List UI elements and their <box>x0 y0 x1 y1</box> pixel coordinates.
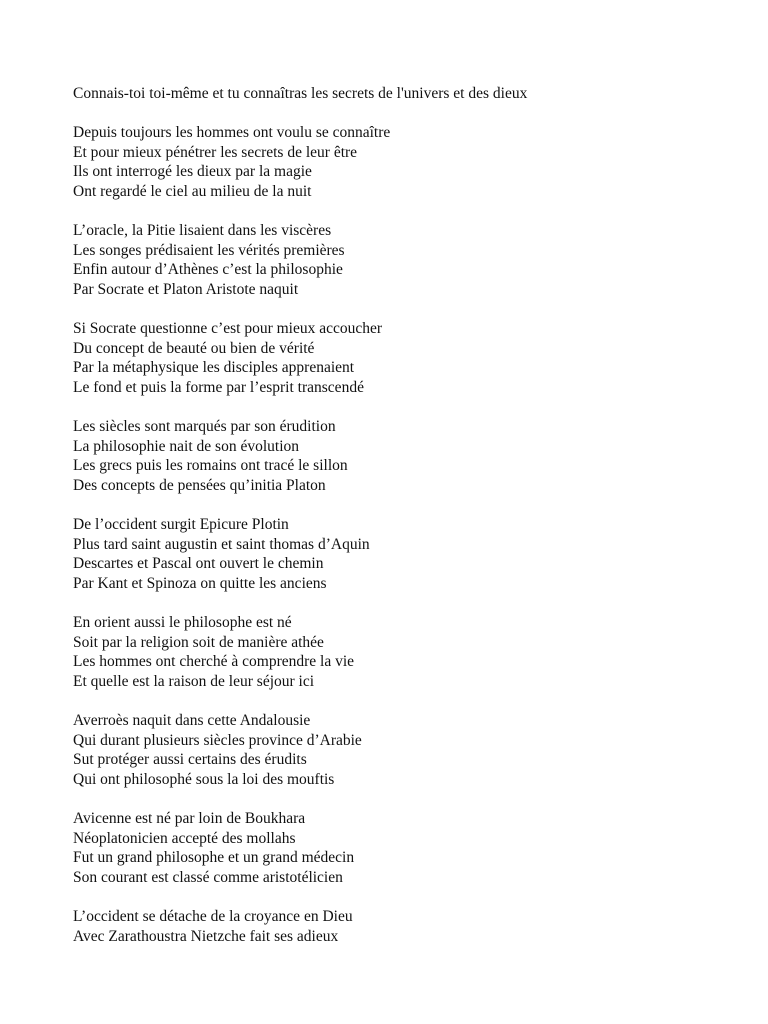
poem-line: Néoplatonicien accepté des mollahs <box>73 829 296 847</box>
poem-line: Et quelle est la raison de leur séjour ici <box>73 672 315 690</box>
poem-line: De l’occident surgit Epicure Plotin <box>73 516 289 534</box>
poem-line: Ils ont interrogé les dieux par la magie <box>73 163 312 181</box>
poem-line: Les hommes ont cherché à comprendre la vie <box>73 653 355 671</box>
poem-line: Par Socrate et Platon Aristote naquit <box>73 280 299 298</box>
poem-line: Plus tard saint augustin et saint thomas d’Aquin <box>73 535 370 553</box>
poem-line: Ont regardé le ciel au milieu de la nuit <box>73 182 312 200</box>
stanza <box>73 809 728 887</box>
stanza <box>73 123 728 201</box>
poem-line: Le fond et puis la forme par l’esprit transcendé <box>73 378 364 396</box>
poem-title: Connais-toi toi-même et tu connaîtras les secrets de l'univers et des dieux <box>73 85 528 102</box>
poem-line: Si Socrate questionne c’est pour mieux accoucher <box>73 320 383 338</box>
stanza <box>73 319 728 397</box>
poem-line: Soit par la religion soit de manière athée <box>73 633 324 651</box>
poem-line: Avec Zarathoustra Nietzche fait ses adieux <box>73 927 339 945</box>
poem-line: Les songes prédisaient les vérités premières <box>73 241 345 259</box>
stanza <box>73 417 728 495</box>
poem-line: Enfin autour d’Athènes c’est la philosophie <box>73 261 343 279</box>
poem-line: Des concepts de pensées qu’initia Platon <box>73 476 326 494</box>
poem-line: Avicenne est né par loin de Boukhara <box>73 809 306 827</box>
poem-body <box>73 123 728 946</box>
poem-line: La philosophie nait de son évolution <box>73 437 300 455</box>
poem-line: Par Kant et Spinoza on quitte les anciens <box>73 574 327 592</box>
poem-line: Descartes et Pascal ont ouvert le chemin <box>73 555 324 573</box>
stanza <box>73 515 728 593</box>
poem-line: En orient aussi le philosophe est né <box>73 614 292 632</box>
stanza <box>73 711 728 789</box>
poem-line: L’oracle, la Pitie lisaient dans les viscères <box>73 222 332 240</box>
poem-line: L’occident se détache de la croyance en Dieu <box>73 907 353 925</box>
poem-line: Et pour mieux pénétrer les secrets de leur être <box>73 143 358 161</box>
poem-line: Les grecs puis les romains ont tracé le sillon <box>73 457 348 475</box>
poem-line: Qui ont philosophé sous la loi des mouftis <box>73 770 335 788</box>
poem-line: Par la métaphysique les disciples apprenaient <box>73 359 355 377</box>
stanza <box>73 221 728 299</box>
poem-line: Du concept de beauté ou bien de vérité <box>73 339 315 357</box>
stanza <box>73 907 728 946</box>
stanza <box>73 613 728 691</box>
poem-line: Depuis toujours les hommes ont voulu se connaître <box>73 124 391 142</box>
poem-line: Qui durant plusieurs siècles province d’Arabie <box>73 731 362 749</box>
poem-line: Fut un grand philosophe et un grand médecin <box>73 849 355 867</box>
poem-line: Son courant est classé comme aristotélicien <box>73 868 343 886</box>
poem-line: Averroès naquit dans cette Andalousie <box>73 712 311 729</box>
poem-line: Les siècles sont marqués par son érudition <box>73 418 336 436</box>
poem-line: Sut protéger aussi certains des érudits <box>73 751 307 769</box>
